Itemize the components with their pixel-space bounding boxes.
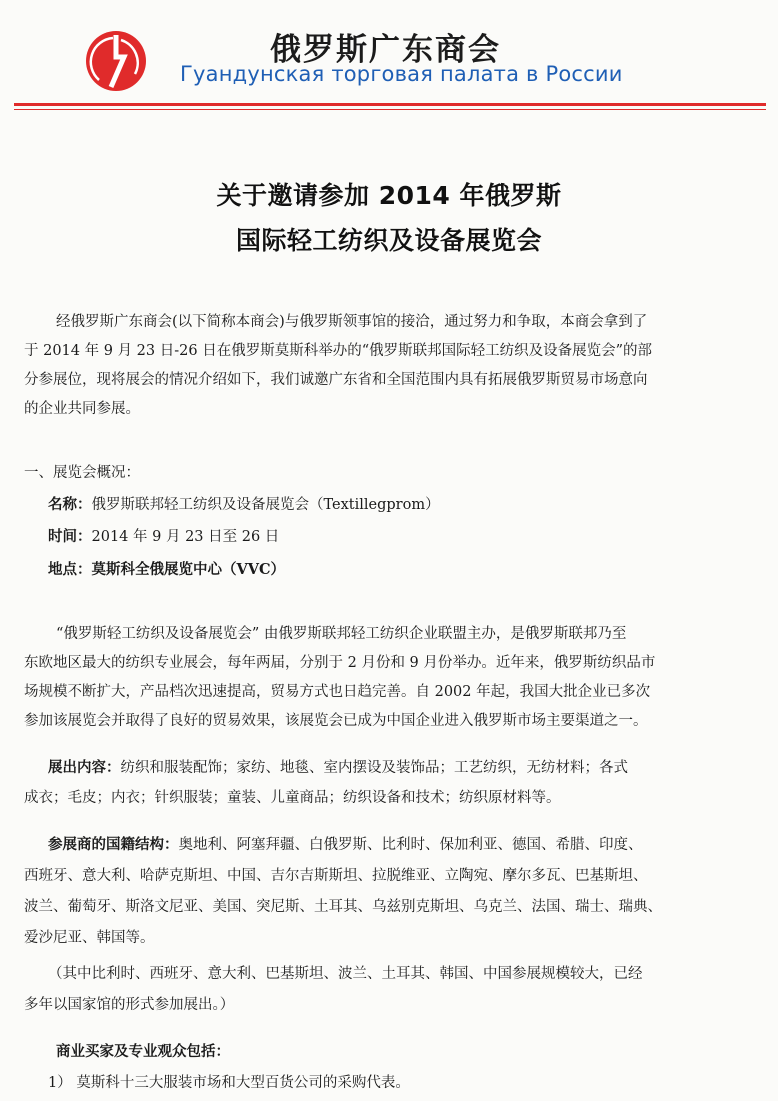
nationality-note-2: 多年以国家馆的形式参加展出。） <box>24 997 235 1013</box>
nationality-note-1: （其中比利时、西班牙、意大利、巴基斯坦、波兰、土耳其、韩国、中国参展规模较大，已经 <box>48 966 643 982</box>
exhibition-place-value: 莫斯科全俄展览中心（VVC） <box>91 561 286 578</box>
chamber-logo-icon <box>85 30 147 92</box>
description-line-2: 东欧地区最大的纺织专业展会，每年两届，分别于 2 月份和 9 月份举办。近年来，俄罗斯纺织品市 <box>24 655 656 671</box>
intro-line-1: 经俄罗斯广东商会(以下简称本商会)与俄罗斯领事馆的接洽，通过努力和争取，本商会拿到了 <box>56 314 648 330</box>
exhibition-time-label: 时间： <box>48 528 92 545</box>
document-title-line-2: 国际轻工纺织及设备展览会 <box>235 226 542 255</box>
letterhead-rule-thin <box>14 109 766 110</box>
exhibits-text-2: 成衣；毛皮；内衣；针织服装；童装、儿童商品；纺织设备和技术；纺织原材料等。 <box>24 790 561 806</box>
nationality-text-4: 爱沙尼亚、韩国等。 <box>24 930 155 946</box>
exhibits-label: 展出内容： <box>48 759 121 776</box>
letterhead-rule-thick <box>14 103 766 106</box>
nationality-label: 参展商的国籍结构： <box>48 836 179 853</box>
org-name-russian: Гуандунская торговая палата в России <box>180 62 623 86</box>
exhibition-place-row <box>48 558 285 582</box>
intro-line-3: 分参展位，现将展会的情况介绍如下，我们诚邀广东省和全国范围内具有拓展俄罗斯贸易市场意向 <box>24 372 648 388</box>
description-line-3: 场规模不断扩大，产品档次迅速提高，贸易方式也日趋完善。自 2002 年起，我国大批企业已多次 <box>24 684 651 700</box>
exhibition-place-label: 地点： <box>48 561 92 578</box>
nationality-text-3: 波兰、葡萄牙、斯洛文尼亚、美国、突尼斯、土耳其、乌兹别克斯坦、乌克兰、法国、瑞士、瑞典、 <box>24 899 662 915</box>
document-title-line-1: 关于邀请参加 2014 年俄罗斯 <box>216 181 562 210</box>
exhibition-name-row <box>48 493 440 517</box>
intro-line-2: 于 2014 年 9 月 23 日-26 日在俄罗斯莫斯科举办的“俄罗斯联邦国际轻工纺织及设备展览会”的部 <box>24 343 653 359</box>
exhibition-name-value: 俄罗斯联邦轻工纺织及设备展览会（Textillegprom） <box>91 497 440 513</box>
description-line-1: “俄罗斯轻工纺织及设备展览会” 由俄罗斯联邦轻工纺织企业联盟主办，是俄罗斯联邦乃至 <box>56 626 627 642</box>
org-name-chinese: 俄罗斯广东商会 <box>270 32 501 68</box>
nationality-text-2: 西班牙、意大利、哈萨克斯坦、中国、吉尔吉斯斯坦、拉脱维亚、立陶宛、摩尔多瓦、巴基斯坦、 <box>24 868 648 884</box>
exhibits-text-1: 纺织和服装配饰；家纺、地毯、室内摆设及装饰品；工艺纺织，无纺材料；各式 <box>120 760 628 776</box>
buyers-heading: 商业买家及专业观众包括： <box>56 1043 230 1060</box>
nationality-text-1: 奥地利、阿塞拜疆、白俄罗斯、比利时、保加利亚、德国、希腊、印度、 <box>178 837 643 853</box>
exhibition-name-label: 名称： <box>48 496 92 513</box>
exhibition-time-value: 2014 年 9 月 23 日至 26 日 <box>91 529 280 545</box>
buyers-item-1: 1） 莫斯科十三大服装市场和大型百货公司的采购代表。 <box>48 1075 410 1091</box>
nationality-row-1 <box>48 833 643 857</box>
exhibition-time-row <box>48 525 279 549</box>
exhibits-row-1 <box>48 756 628 780</box>
intro-line-4: 的企业共同参展。 <box>24 401 140 417</box>
section-heading-overview: 一、展览会概况： <box>24 465 140 481</box>
description-line-4: 参加该展览会并取得了良好的贸易效果，该展览会已成为中国企业进入俄罗斯市场主要渠道之一。 <box>24 713 648 729</box>
